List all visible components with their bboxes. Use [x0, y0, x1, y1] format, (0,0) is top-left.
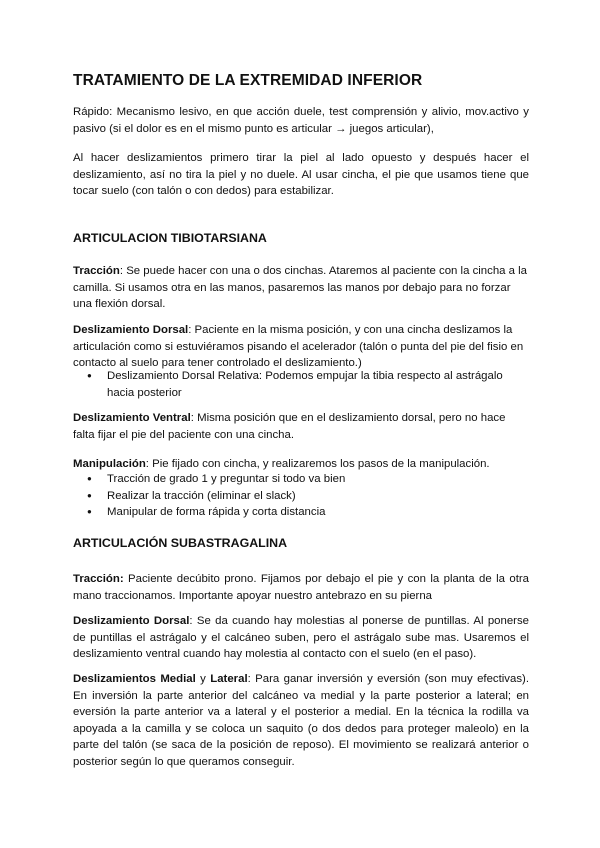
term-lateral: Lateral: [210, 673, 248, 685]
intro-paragraph-glides: Al hacer deslizamientos primero tirar la piel al lado opuesto y después hacer el deslizamiento, así no tira la piel y no duele. Al usar cincha, el pie que usamos tiene que tocar suelo (con talón o con dedos) para estabilizar.: [73, 152, 529, 198]
paragraph-deslizamiento-dorsal-tibiotarsiana: [73, 322, 529, 372]
term-deslizamiento-dorsal: Deslizamiento Dorsal: [73, 615, 190, 627]
intro-paragraph-quick: Rápido: Mecanismo lesivo, en que acción duele, test comprensión y alivio, mov.activo y pasivo (si el dolor es en el mismo punto es articular → juegos articular),: [73, 106, 529, 135]
paragraph-deslizamiento-dorsal-subastragalina: [73, 613, 529, 663]
term-deslizamiento-dorsal: Deslizamiento Dorsal: [73, 324, 189, 336]
term-deslizamientos-medial: Deslizamientos Medial: [73, 673, 196, 685]
text-deslizamiento-dorsal: : Paciente en la misma posición, y con una cincha deslizamos la articulación como si estuviéramos pisando el acelerador (talón o punta del pie del fisio en contacto al suelo para tener controlado el deslizamiento.): [73, 324, 524, 370]
section-heading-subastragalina: ARTICULACIÓN SUBASTRAGALINA: [73, 536, 288, 550]
section-heading-tibiotarsiana: ARTICULACION TIBIOTARSIANA: [73, 231, 267, 245]
text-deslizamiento-ventral: : Misma posición que en el deslizamiento dorsal, pero no hace falta fijar el pie del paciente con una cincha.: [73, 412, 506, 441]
text-connector: y: [195, 673, 211, 685]
term-deslizamiento-ventral: Deslizamiento Ventral: [73, 412, 191, 424]
text-deslizamientos-medial-lateral: : Para ganar inversión y eversión (son muy efectivas). En inversión la parte anterior del calcáneo va medial y la parte posterior a lateral; en eversión la parte anterior va a lateral y el posterior a medial. En la técnica la rodilla va apoyada a la camilla y se coloca un saquito (o dos dedos para proteger maleolo) en la parte del talón (se saca de la posición de reposo). El movimiento se realizará anterior o posterior según lo que queramos conseguir.: [73, 673, 529, 768]
text-manipulacion: : Pie fijado con cincha, y realizaremos los pasos de la manipulación.: [145, 458, 490, 470]
list-item: ● Manipular de forma rápida y corta distancia: [73, 504, 529, 521]
paragraph-traccion-tibiotarsiana: [73, 263, 529, 313]
text-traccion: : Se puede hacer con una o dos cinchas. Ataremos al paciente con la cincha a la camilla. Si usamos otra en las manos, pasaremos las manos por debajo para no forzar una flexión dorsal.: [73, 265, 528, 311]
paragraph-traccion-subastragalina: [73, 571, 529, 604]
document-title: TRATAMIENTO DE LA EXTREMIDAD INFERIOR: [73, 72, 423, 89]
term-manipulacion: Manipulación: [73, 458, 146, 470]
text-traccion: Paciente decúbito prono. Fijamos por debajo el pie y con la planta de la otra mano traccionamos. Importante apoyar nuestro antebrazo en su pierna: [73, 573, 529, 602]
paragraph-deslizamientos-medial-lateral: [73, 671, 529, 771]
term-traccion: Tracción:: [73, 573, 124, 585]
list-item: ● Tracción de grado 1 y preguntar si todo va bien: [73, 471, 529, 488]
paragraph-deslizamiento-ventral: [73, 410, 529, 443]
term-traccion: Tracción: [73, 265, 120, 277]
list-item: ● Deslizamiento Dorsal Relativa: Podemos empujar la tibia respecto al astrágalo hacia posterior: [73, 368, 529, 401]
list-item: ● Realizar la tracción (eliminar el slack): [73, 488, 529, 505]
text-deslizamiento-dorsal: : Se da cuando hay molestias al ponerse de puntillas. Al ponerse de puntillas el astrágalo y el calcáneo suben, pero el astrágalo sube mas. Usaremos el deslizamiento ventral cuando hay molestia al contacto con el suelo (en el paso).: [73, 615, 529, 661]
bullet-list-manipulacion: [73, 471, 529, 521]
bullet-list-dorsal: [73, 368, 529, 401]
